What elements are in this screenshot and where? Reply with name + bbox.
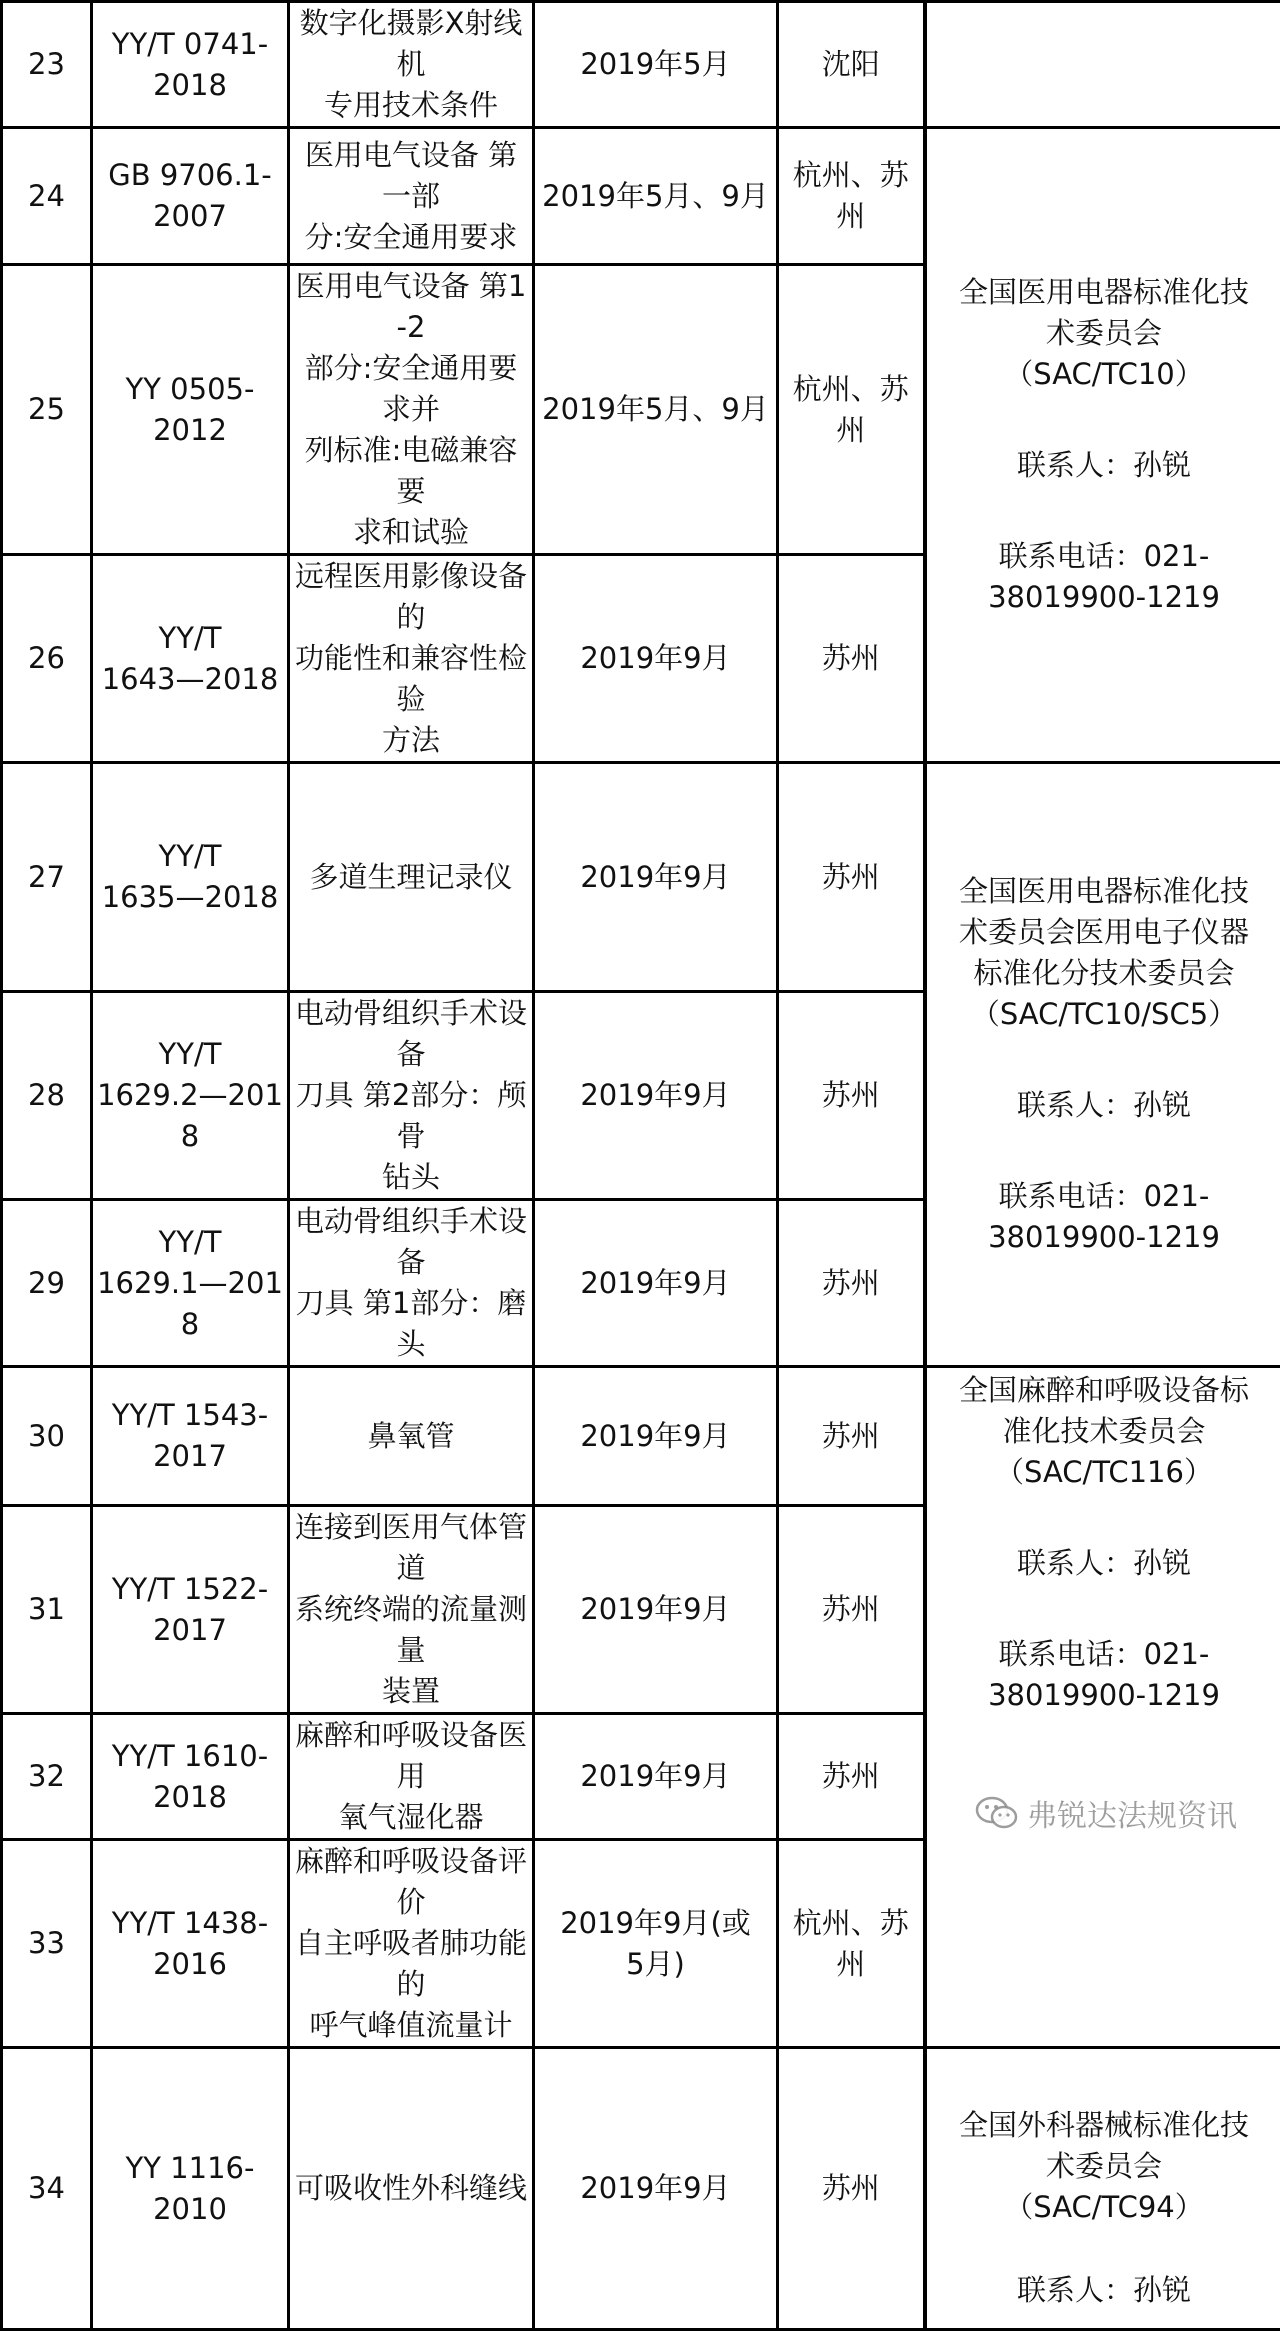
cell-text-line: YY/T — [97, 1222, 283, 1263]
standard-name — [289, 1367, 534, 1506]
training-location — [778, 1367, 925, 1506]
cell-text-line: 31 — [7, 1589, 86, 1630]
row-number — [2, 1506, 92, 1714]
cell-text-line: 部分:安全通用要求并 — [294, 348, 528, 430]
cell-text-line: 多道生理记录仪 — [294, 857, 528, 898]
cell-text-line: 联系电话：021- — [929, 1634, 1280, 1675]
cell-text-line: 苏州 — [783, 1756, 919, 1797]
cell-text-line: 8 — [97, 1304, 283, 1345]
cell-text-line: 23 — [7, 44, 86, 85]
training-location — [778, 555, 925, 763]
cell-text-line: YY/T 1543- — [97, 1395, 283, 1436]
cell-text-line: 系统终端的流量测量 — [294, 1589, 528, 1671]
cell-text-line: 术委员会 — [929, 2146, 1280, 2187]
cell-text-line: YY/T 1610- — [97, 1736, 283, 1777]
cell-text-line: 苏州 — [783, 2168, 919, 2209]
cell-text-line: 29 — [7, 1263, 86, 1304]
cell-text-line: 1629.1—201 — [97, 1263, 283, 1304]
cell-text-line: 杭州、苏 — [783, 1903, 919, 1944]
standard-code — [92, 1840, 289, 2048]
standard-name — [289, 2, 534, 128]
cell-text-line: YY/T 0741- — [97, 24, 283, 65]
committee-name — [929, 2105, 1280, 2228]
cell-text-line: 2019年9月 — [539, 1416, 772, 1457]
standard-code — [92, 992, 289, 1200]
cell-text-line: 专用技术条件 — [294, 85, 528, 126]
contact-person: 联系人：孙锐 — [929, 1085, 1280, 1126]
cell-text-line: 1629.2—201 — [97, 1075, 283, 1116]
training-date — [534, 1200, 778, 1367]
cell-text-line: 方法 — [294, 720, 528, 761]
standard-code — [92, 1714, 289, 1840]
standard-name — [289, 1506, 534, 1714]
cell-text-line: 可吸收性外科缝线 — [294, 2168, 528, 2209]
cell-text-line: 刀具 第2部分：颅骨 — [294, 1075, 528, 1157]
cell-text-line: 苏州 — [783, 857, 919, 898]
table-row — [2, 2048, 1280, 2330]
cell-text-line: 全国外科器械标准化技 — [929, 2105, 1280, 2146]
cell-text-line: （SAC/TC10） — [929, 354, 1280, 395]
contact-person: 联系人：孙锐 — [929, 2270, 1280, 2311]
training-date — [534, 1714, 778, 1840]
cell-text-line: 准化技术委员会 — [929, 1411, 1280, 1452]
cell-text-line: 1635—2018 — [97, 877, 283, 918]
cell-text-line: 27 — [7, 857, 86, 898]
cell-text-line: 杭州、苏 — [783, 155, 919, 196]
standard-name — [289, 992, 534, 1200]
cell-text-line: YY 1116- — [97, 2148, 283, 2189]
cell-text-line: YY/T 1522- — [97, 1569, 283, 1610]
cell-text-line: 2019年9月 — [539, 857, 772, 898]
standard-code — [92, 1367, 289, 1506]
standard-code — [92, 128, 289, 265]
contact-phone — [929, 1634, 1280, 1716]
contact-phone — [929, 536, 1280, 618]
cell-text-line: 38019900-1219 — [929, 1217, 1280, 1258]
committee-name — [929, 272, 1280, 395]
contact-phone — [929, 1176, 1280, 1258]
cell-text-line: 2019年9月 — [539, 1589, 772, 1630]
training-date — [534, 1506, 778, 1714]
cell-text-line: 医用电气设备 第一部 — [294, 135, 528, 217]
row-number — [2, 992, 92, 1200]
cell-text-line: 全国医用电器标准化技 — [929, 871, 1280, 912]
row-number — [2, 1367, 92, 1506]
cell-text-line: 2019年5月、9月 — [539, 176, 772, 217]
cell-text-line: 2016 — [97, 1944, 283, 1985]
cell-text-line: YY/T 1438- — [97, 1903, 283, 1944]
cell-text-line: 38019900-1219 — [929, 1675, 1280, 1716]
cell-text-line: 2019年9月(或 — [539, 1903, 772, 1944]
training-date — [534, 992, 778, 1200]
cell-text-line: 全国麻醉和呼吸设备标 — [929, 1370, 1280, 1411]
row-number — [2, 265, 92, 555]
cell-text-line: 26 — [7, 638, 86, 679]
cell-text-line: 电动骨组织手术设备 — [294, 993, 528, 1075]
cell-text-line: 2019年5月 — [539, 44, 772, 85]
row-number — [2, 1200, 92, 1367]
training-date — [534, 555, 778, 763]
cell-text-line: 2018 — [97, 1777, 283, 1818]
cell-text-line: （SAC/TC94） — [929, 2187, 1280, 2228]
training-location — [778, 1840, 925, 2048]
cell-text-line: 苏州 — [783, 1263, 919, 1304]
cell-text-line: 钻头 — [294, 1157, 528, 1198]
cell-text-line: 连接到医用气体管道 — [294, 1507, 528, 1589]
contact-person: 联系人：孙锐 — [929, 1543, 1280, 1584]
cell-text-line: 州 — [783, 410, 919, 451]
row-number — [2, 1714, 92, 1840]
cell-text-line: 刀具 第1部分：磨头 — [294, 1283, 528, 1365]
training-location — [778, 265, 925, 555]
cell-text-line: 2019年9月 — [539, 1263, 772, 1304]
cell-text-line: 州 — [783, 1944, 919, 1985]
training-date — [534, 2, 778, 128]
cell-text-line: 2012 — [97, 410, 283, 451]
cell-text-line: 电动骨组织手术设备 — [294, 1201, 528, 1283]
cell-text-line: 2019年9月 — [539, 638, 772, 679]
cell-text-line: 1643—2018 — [97, 659, 283, 700]
cell-text-line: 求和试验 — [294, 512, 528, 553]
cell-text-line: YY 0505- — [97, 369, 283, 410]
cell-text-line: 2019年9月 — [539, 1756, 772, 1797]
cell-text-line: 功能性和兼容性检验 — [294, 638, 528, 720]
organization-cell-empty — [925, 2, 1280, 128]
cell-text-line: 鼻氧管 — [294, 1416, 528, 1457]
standard-code — [92, 2048, 289, 2330]
standard-name — [289, 763, 534, 992]
standard-code — [92, 555, 289, 763]
cell-text-line: 5月) — [539, 1944, 772, 1985]
organization-cell — [925, 128, 1280, 763]
cell-text-line: 自主呼吸者肺功能的 — [294, 1923, 528, 2005]
table-row — [2, 128, 1280, 265]
standard-name — [289, 1714, 534, 1840]
cell-text-line: 全国医用电器标准化技 — [929, 272, 1280, 313]
training-date — [534, 2048, 778, 2330]
organization-cell — [925, 763, 1280, 1367]
cell-text-line: 2010 — [97, 2189, 283, 2230]
standard-code — [92, 1200, 289, 1367]
cell-text-line: 苏州 — [783, 1589, 919, 1630]
training-date — [534, 1840, 778, 2048]
training-location — [778, 992, 925, 1200]
cell-text-line: 杭州、苏 — [783, 369, 919, 410]
cell-text-line: 25 — [7, 389, 86, 430]
training-location — [778, 2, 925, 128]
table-row — [2, 1367, 1280, 1506]
cell-text-line: （SAC/TC116） — [929, 1452, 1280, 1493]
watermark-text: 弗锐达法规资讯 — [1027, 1791, 1237, 1835]
training-location — [778, 1714, 925, 1840]
cell-text-line: 32 — [7, 1756, 86, 1797]
standard-name — [289, 555, 534, 763]
cell-text-line: 麻醉和呼吸设备医用 — [294, 1715, 528, 1797]
standard-name — [289, 1200, 534, 1367]
table-row — [2, 2, 1280, 128]
committee-name — [929, 1370, 1280, 1493]
row-number — [2, 2, 92, 128]
cell-text-line: 2007 — [97, 196, 283, 237]
cell-text-line: 术委员会 — [929, 313, 1280, 354]
training-date — [534, 265, 778, 555]
standard-code — [92, 1506, 289, 1714]
cell-text-line: 苏州 — [783, 1416, 919, 1457]
cell-text-line: 装置 — [294, 1671, 528, 1712]
cell-text-line: YY/T — [97, 1034, 283, 1075]
cell-text-line: 2017 — [97, 1610, 283, 1651]
standard-name — [289, 265, 534, 555]
cell-text-line: 30 — [7, 1416, 86, 1457]
cell-text-line: 24 — [7, 176, 86, 217]
cell-text-line: 联系电话：021- — [929, 1176, 1280, 1217]
training-location — [778, 1200, 925, 1367]
standard-code — [92, 265, 289, 555]
cell-text-line: 远程医用影像设备的 — [294, 556, 528, 638]
cell-text-line: 列标准:电磁兼容 要 — [294, 430, 528, 512]
cell-text-line: 2019年5月、9月 — [539, 389, 772, 430]
cell-text-line: 33 — [7, 1923, 86, 1964]
row-number — [2, 555, 92, 763]
cell-text-line: 州 — [783, 196, 919, 237]
cell-text-line: 2019年9月 — [539, 2168, 772, 2209]
cell-text-line: 麻醉和呼吸设备评价 — [294, 1841, 528, 1923]
cell-text-line: 8 — [97, 1116, 283, 1157]
row-number — [2, 1840, 92, 2048]
cell-text-line: 分:安全通用要求 — [294, 217, 528, 258]
cell-text-line: （SAC/TC10/SC5） — [929, 994, 1280, 1035]
row-number — [2, 763, 92, 992]
cell-text-line: YY/T — [97, 618, 283, 659]
training-date — [534, 1367, 778, 1506]
cell-text-line: 38019900-1219 — [929, 577, 1280, 618]
cell-text-line: 术委员会医用电子仪器 — [929, 912, 1280, 953]
cell-text-line: 苏州 — [783, 638, 919, 679]
cell-text-line: 苏州 — [783, 1075, 919, 1116]
cell-text-line: 医用电气设备 第1-2 — [294, 266, 528, 348]
training-location — [778, 2048, 925, 2330]
cell-text-line: 数字化摄影X射线机 — [294, 3, 528, 85]
standard-name — [289, 2048, 534, 2330]
cell-text-line: 2017 — [97, 1436, 283, 1477]
organization-cell — [925, 2048, 1280, 2330]
training-location — [778, 1506, 925, 1714]
cell-text-line: 沈阳 — [783, 44, 919, 85]
cell-text-line: 氧气湿化器 — [294, 1797, 528, 1838]
cell-text-line: 2019年9月 — [539, 1075, 772, 1116]
contact-person: 联系人：孙锐 — [929, 445, 1280, 486]
cell-text-line: 34 — [7, 2168, 86, 2209]
cell-text-line: GB 9706.1- — [97, 155, 283, 196]
standard-name — [289, 1840, 534, 2048]
cell-text-line: 标准化分技术委员会 — [929, 953, 1280, 994]
standard-code — [92, 2, 289, 128]
cell-text-line: 28 — [7, 1075, 86, 1116]
standard-name — [289, 128, 534, 265]
row-number — [2, 128, 92, 265]
training-location — [778, 128, 925, 265]
cell-text-line: 呼气峰值流量计 — [294, 2005, 528, 2046]
cell-text-line: 联系电话：021- — [929, 536, 1280, 577]
cell-text-line: YY/T — [97, 836, 283, 877]
training-date — [534, 128, 778, 265]
standard-code — [92, 763, 289, 992]
row-number — [2, 2048, 92, 2330]
committee-name — [929, 871, 1280, 1035]
training-location — [778, 763, 925, 992]
training-date — [534, 763, 778, 992]
cell-text-line: 2018 — [97, 65, 283, 106]
table-row — [2, 763, 1280, 992]
organization-cell — [925, 1367, 1280, 2048]
